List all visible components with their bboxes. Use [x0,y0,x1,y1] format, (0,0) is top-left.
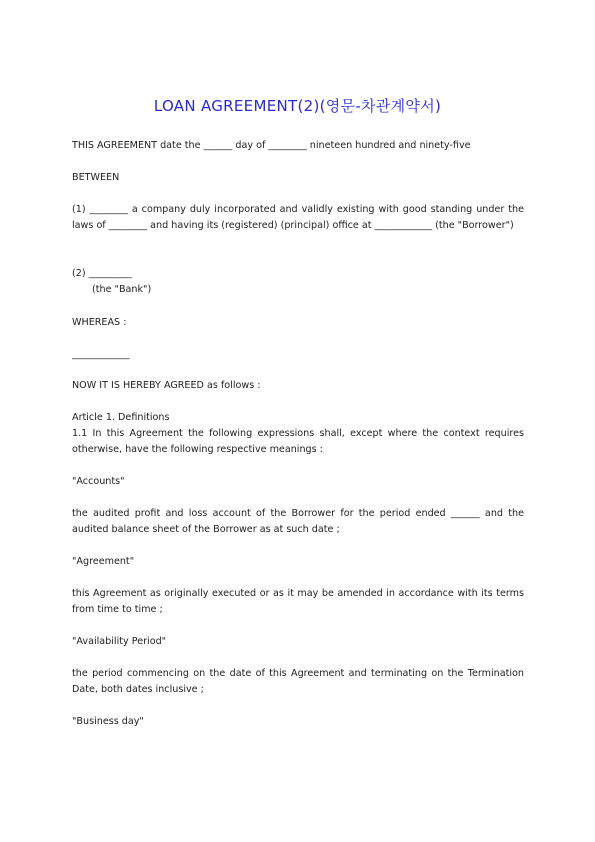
clause-1-1: 1.1 In this Agreement the following expressions shall, except where the context requires otherwise, have the following respective meanings : [72,428,524,455]
whereas-heading: WHEREAS : [72,317,127,328]
document-title: LOAN AGREEMENT(2)(영문-차관계약서) [153,97,442,115]
term-business-day: "Business day" [72,716,144,727]
preamble: THIS AGREEMENT date the ______ day of ________ nineteen hundred and ninety-five [72,140,471,151]
party-2-designation: (the "Bank") [92,284,152,295]
term-accounts: "Accounts" [72,476,125,487]
def-accounts: the audited profit and loss account of the Borrower for the period ended ______ and the audited balance sheet of the Borrower as at such date ; [72,508,524,535]
agreed-clause: NOW IT IS HEREBY AGREED as follows : [72,380,261,391]
between-heading: BETWEEN [72,172,120,183]
def-agreement: this Agreement as originally executed or as it may be amended in accordance with its terms from time to time ; [72,588,524,615]
term-agreement: "Agreement" [72,556,135,567]
def-availability-period: the period commencing on the date of this Agreement and terminating on the Termination Date, both dates inclusive ; [72,668,524,695]
term-availability-period: "Availability Period" [72,636,167,647]
whereas-blank: ____________ [72,349,130,360]
party-2: (2) _________ [72,268,132,279]
party-1: (1) ________ a company duly incorporated and validly existing with good standing under the laws of ________ and having its (registered) (principal) office at ____________ (the "Borrower") [72,204,524,231]
article-1-heading: Article 1. Definitions [72,412,170,423]
